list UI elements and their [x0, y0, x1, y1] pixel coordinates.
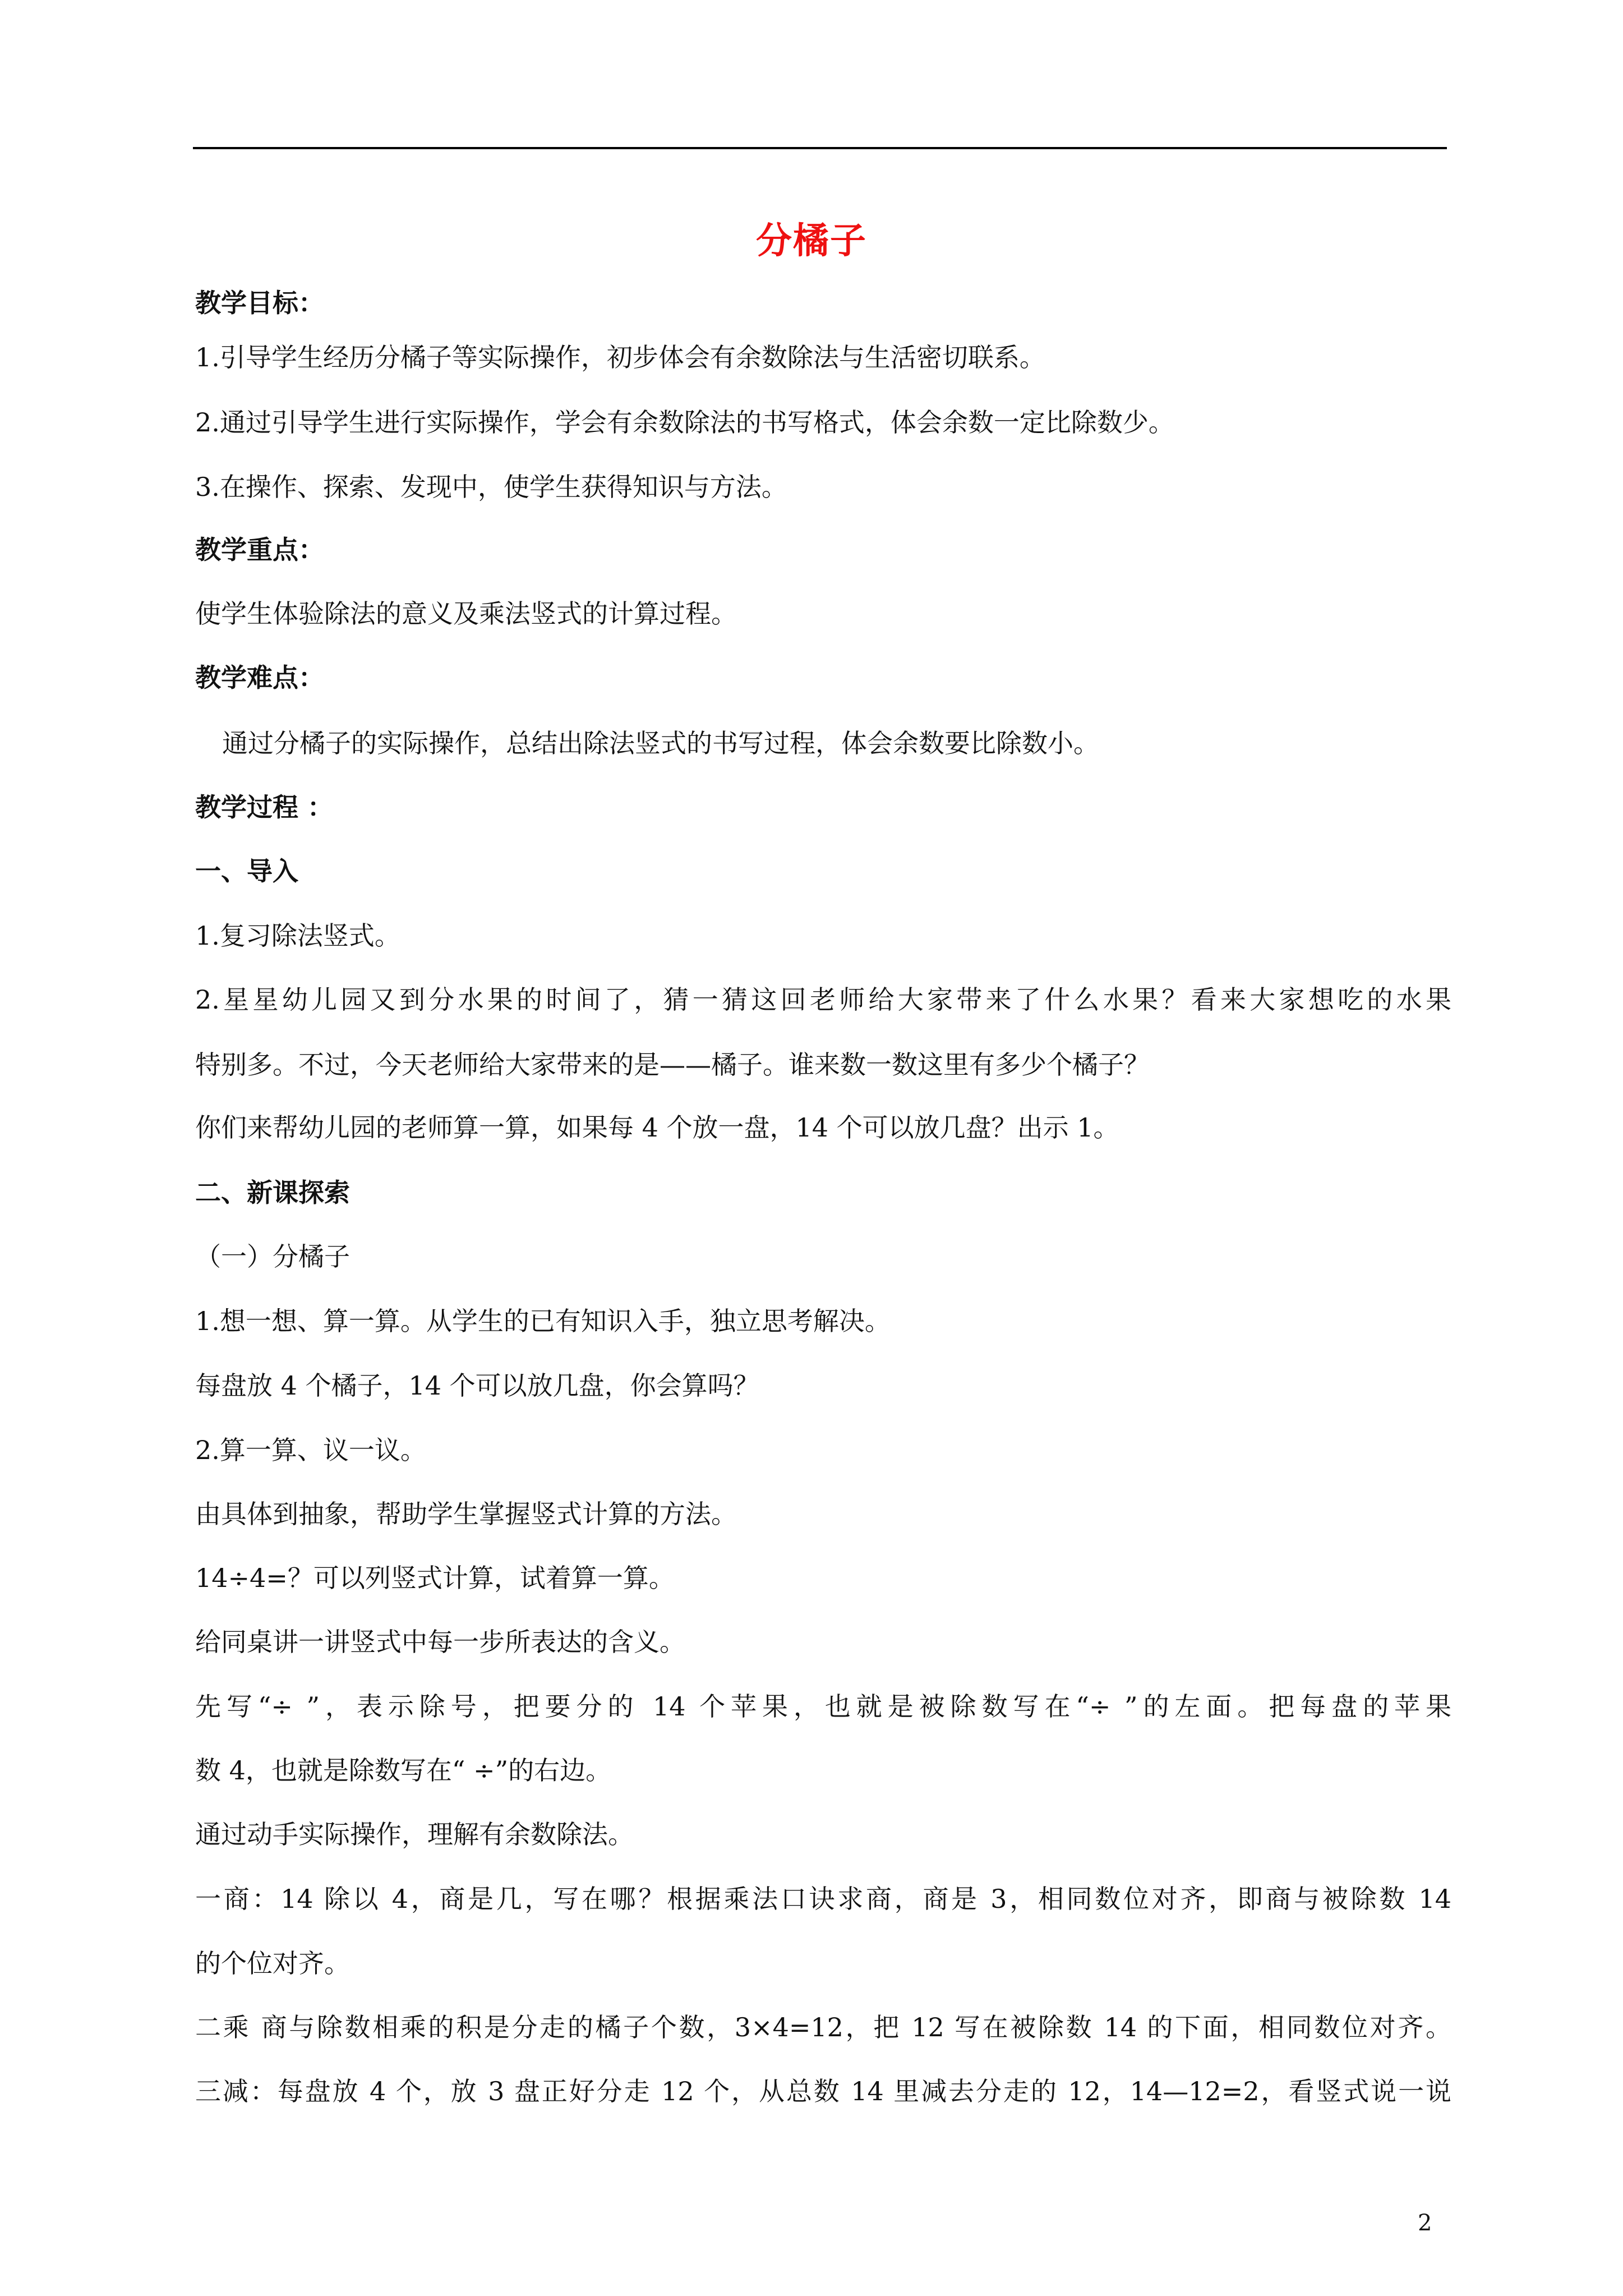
key-points-heading: 教学重点： — [195, 535, 324, 565]
intro-line: 特别多。不过，今天老师给大家带来的是——橘子。谁来数一数这里有多少个橘子？ — [195, 1050, 1150, 1080]
explore-line: 一商：14 除以 4，商是几，写在哪？根据乘法口诀求商，商是 3，相同数位对齐，即商与被除数 14 — [195, 1884, 1451, 1914]
page-title: 分橘子 — [756, 220, 867, 262]
intro-line: 2.星星幼儿园又到分水果的时间了，猜一猜这回老师给大家带来了什么水果？看来大家想吃的水果 — [195, 984, 1451, 1015]
intro-line: 你们来帮幼儿园的老师算一算，如果每 4 个放一盘，14 个可以放几盘？出示 1。 — [195, 1112, 1119, 1143]
intro-line: 1.复习除法竖式。 — [195, 921, 400, 951]
intro-heading: 一、导入 — [195, 856, 298, 886]
explore-line: 二乘 商与除数相乘的积是分走的橘子个数，3×4=12，把 12 写在被除数 14 的下面，相同数位对齐。 — [195, 2012, 1451, 2042]
explore-line: 通过动手实际操作，理解有余数除法。 — [195, 1819, 634, 1849]
difficulties-heading: 教学难点： — [195, 662, 324, 693]
explore-line: 1.想一想、算一算。从学生的已有知识入手，独立思考解决。 — [195, 1306, 891, 1336]
explore-line: 数 4，也就是除数写在“ ÷”的右边。 — [195, 1755, 612, 1786]
explore-line: 先写“÷ ”，表示除号，把要分的 14 个苹果，也就是被除数写在“÷ ”的左面。把每盘的苹果 — [195, 1691, 1451, 1722]
explore-line: 的个位对齐。 — [195, 1948, 350, 1978]
difficulties-text: 通过分橘子的实际操作，总结出除法竖式的书写过程，体会余数要比除数小。 — [222, 728, 1099, 758]
explore-line: 2.算一算、议一议。 — [195, 1435, 426, 1465]
process-heading: 教学过程 ： — [195, 792, 334, 822]
page-number: 2 — [1418, 2210, 1432, 2236]
objective-item: 1.引导学生经历分橘子等实际操作，初步体会有余数除法与生活密切联系。 — [195, 342, 1045, 372]
explore-line: 每盘放 4 个橘子，14 个可以放几盘，你会算吗？ — [195, 1370, 759, 1401]
explore-line: 由具体到抽象，帮助学生掌握竖式计算的方法。 — [195, 1499, 737, 1529]
header-rule — [193, 147, 1447, 149]
objective-item: 2.通过引导学生进行实际操作，学会有余数除法的书写格式，体会余数一定比除数少。 — [195, 407, 1174, 438]
explore-line: 14÷4=？可以列竖式计算，试着算一算。 — [195, 1563, 675, 1593]
key-points-text: 使学生体验除法的意义及乘法竖式的计算过程。 — [195, 599, 737, 629]
explore-line: 给同桌讲一讲竖式中每一步所表达的含义。 — [195, 1627, 685, 1657]
objective-item: 3.在操作、探索、发现中，使学生获得知识与方法。 — [195, 472, 787, 502]
explore-line: 三减：每盘放 4 个，放 3 盘正好分走 12 个，从总数 14 里减去分走的 12，14—12=2，看竖式说一说 — [195, 2076, 1451, 2106]
objectives-heading: 教学目标： — [195, 288, 324, 318]
explore-line: （一）分橘子 — [195, 1241, 350, 1272]
explore-heading: 二、新课探索 — [195, 1177, 350, 1208]
